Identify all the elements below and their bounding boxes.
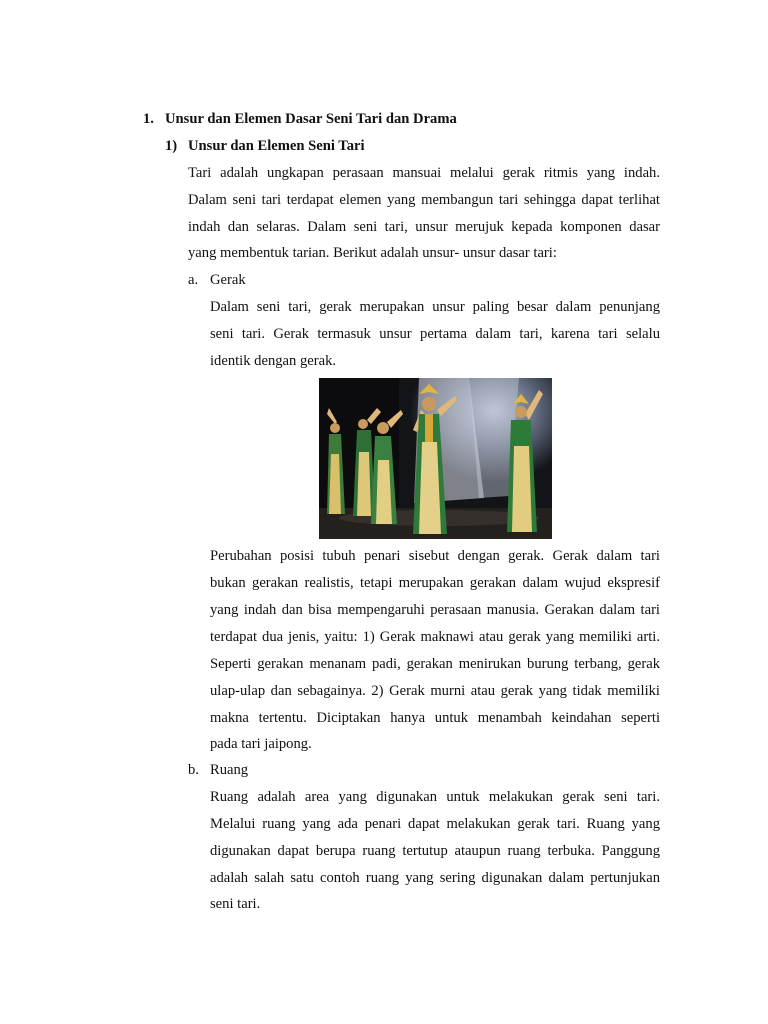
- dance-photo: [319, 378, 552, 539]
- section-number: 1.: [143, 111, 154, 127]
- item-b-line: Melalui ruang yang ada penari dapat melakukan gerak tari. Ruang yang: [210, 816, 660, 832]
- intro-line: indah dan selaras. Dalam seni tari, unsur merujuk kepada komponen dasar: [188, 219, 660, 235]
- intro-line: yang membentuk tarian. Berikut adalah unsur- unsur dasar tari:: [188, 245, 557, 261]
- intro-line: Tari adalah ungkapan perasaan mansuai melalui gerak ritmis yang indah.: [188, 165, 660, 181]
- item-a-line: identik dengan gerak.: [210, 353, 337, 369]
- subsection-number: 1): [165, 138, 178, 154]
- item-b-title: Ruang: [210, 762, 249, 778]
- subsection-title: Unsur dan Elemen Seni Tari: [188, 138, 365, 154]
- item-a-line: pada tari jaipong.: [210, 736, 312, 752]
- item-a-line: makna tertentu. Diciptakan hanya untuk menambah keindahan seperti: [210, 710, 660, 726]
- item-b-line: digunakan dapat berupa ruang tertutup ataupun ruang terbuka. Panggung: [210, 843, 660, 859]
- item-a-title: Gerak: [210, 272, 246, 288]
- item-a-line: seni tari. Gerak termasuk unsur pertama dalam tari, karena tari selalu: [210, 326, 660, 342]
- item-a-line: Seperti gerakan menanam padi, gerakan menirukan burung terbang, gerak: [210, 656, 660, 672]
- section-title: Unsur dan Elemen Dasar Seni Tari dan Drama: [165, 111, 457, 127]
- item-a-line: Perubahan posisi tubuh penari sisebut dengan gerak. Gerak dalam tari: [210, 548, 660, 564]
- item-a-line: yang indah dan bisa mempengaruhi perasaan manusia. Gerakan dalam tari: [210, 602, 660, 618]
- item-b-line: Ruang adalah area yang digunakan untuk melakukan gerak seni tari.: [210, 789, 660, 805]
- item-a-marker: a.: [188, 272, 199, 288]
- item-b-line: seni tari.: [210, 896, 261, 912]
- item-b-marker: b.: [188, 762, 199, 778]
- item-b-line: adalah salah satu contoh ruang yang sering digunakan dalam pertunjukan: [210, 870, 660, 886]
- intro-line: Dalam seni tari terdapat elemen yang membangun tari sehingga dapat terlihat: [188, 192, 660, 208]
- item-a-line: Dalam seni tari, gerak merupakan unsur paling besar dalam penunjang: [210, 299, 660, 315]
- item-a-line: terdapat dua jenis, yaitu: 1) Gerak maknawi atau gerak yang memiliki arti.: [210, 629, 660, 645]
- item-a-line: ulap-ulap dan sebagainya. 2) Gerak murni atau gerak yang tidak memiliki: [210, 683, 660, 699]
- item-a-line: bukan gerakan realistis, tetapi merupakan gerakan dalam wujud ekspresif: [210, 575, 660, 591]
